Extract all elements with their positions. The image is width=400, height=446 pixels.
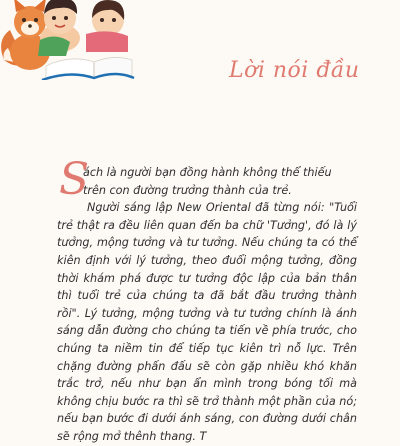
- intro-paragraph: [57, 154, 357, 205]
- drop-cap: S: [59, 154, 90, 205]
- children-reading-illustration: [0, 0, 135, 80]
- intro-paragraph-text: ách là người bạn đồng hành không thể thiếu trên con đường trưởng thành của trẻ.: [83, 166, 332, 197]
- page-title: Lời nói đầu: [229, 58, 360, 83]
- body-text: [57, 154, 357, 446]
- body-paragraph: Người sáng lập New Oriental đã từng nói: "Tuổi trẻ thật ra đều liên quan đến ba chữ 'Tưởng', đó là lý tưởng, mộng tưởng và tư tưởng. Nếu chúng ta có thể kiên định với lý tưởng, theo đuổi mộng tưởng, đồng thời khám phá được tư tưởng độc lập của bản thân thì tuổi trẻ của chúng ta đã bắt đầu trưởng thành rồi". Lý tưởng, mộng tưởng và tư tưởng chính là ánh sáng dẫn đường cho chúng ta tiến về phía trước, cho chúng ta niềm tin để tiếp tục kiên trì nỗ lực. Trên chặng đường phấn đấu sẽ còn gặp nhiều khó khăn trắc trở, nếu như bạn ẩn mình trong bóng tối mà không chịu bước ra thì sẽ trở thành một phần của nó; nếu bạn bước đi dưới ánh sáng, con đường dưới chân sẽ rộng mở thênh thang. T: [57, 201, 357, 443]
